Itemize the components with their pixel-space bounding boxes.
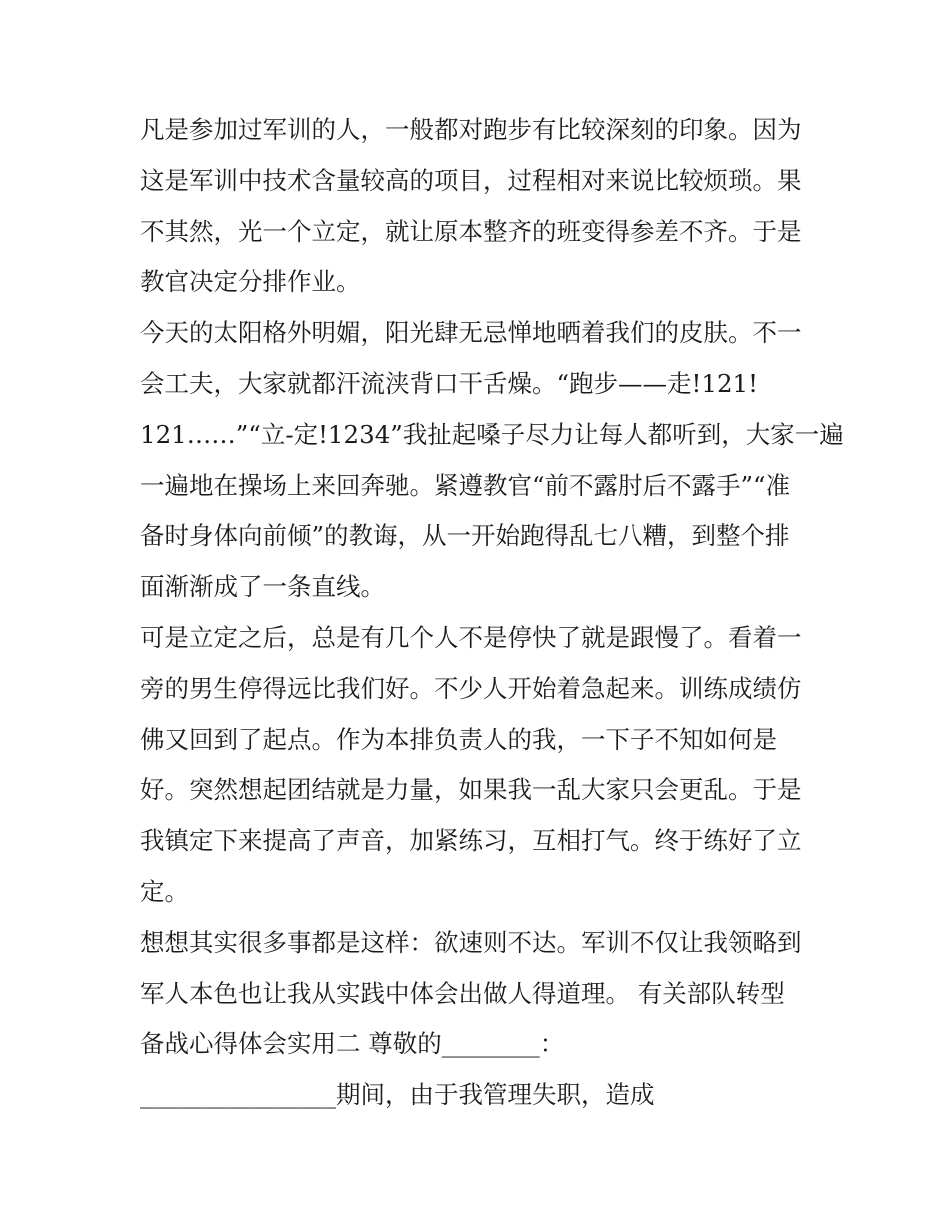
text-line: 备战心得体会实用二 尊敬的________： [140, 1029, 565, 1059]
text-line: 一遍地在操场上来回奔驰。紧遵教官“前不露肘后不露手”“准 [140, 470, 791, 500]
text-line: 军人本色也让我从实践中体会出做人得道理。 有关部队转型 [140, 978, 785, 1008]
text-line: 佛又回到了起点。作为本排负责人的我，一下子不知如何是 [140, 724, 777, 754]
text-line: 定。 [140, 876, 189, 906]
paragraph-1 [140, 105, 815, 308]
text-line: 凡是参加过军训的人，一般都对跑步有比较深刻的印象。因为 [140, 115, 802, 144]
text-line: 教官决定分排作业。 [140, 267, 361, 297]
text-line: 今天的太阳格外明媚，阳光肆无忌惮地晒着我们的皮肤。不一 [140, 318, 802, 348]
text-line: 会工夫，大家就都汗流浃背口干舌燥。“跑步——走!121! [140, 368, 758, 398]
text-line: 这是军训中技术含量较高的项目，过程相对来说比较烦琐。果 [140, 165, 802, 195]
paragraph-2 [140, 308, 844, 613]
text-line: 可是立定之后，总是有几个人不是停快了就是跟慢了。看着一 [140, 622, 802, 652]
text-line: 旁的男生停得远比我们好。不少人开始着急起来。训练成绩仿 [140, 673, 802, 703]
text-line: 不其然，光一个立定，就让原本整齐的班变得参差不齐。于是 [140, 216, 802, 246]
text-line: 121……”“立-定!1234”我扯起嗓子尽力让每人都听到，大家一遍 [140, 419, 844, 449]
paragraph-4 [140, 918, 815, 1121]
text-line: 面渐渐成了一条直线。 [140, 572, 385, 602]
document-body [140, 105, 844, 1121]
text-line: 想想其实很多事都是这样：欲速则不达。军训不仅让我领略到 [140, 927, 802, 957]
paragraph-3 [140, 613, 815, 918]
text-line: 好。突然想起团结就是力量，如果我一乱大家只会更乱。于是 [140, 775, 802, 805]
text-line: 备时身体向前倾”的教诲，从一开始跑得乱七八糟，到整个排 [140, 521, 790, 551]
text-line: 我镇定下来提高了声音，加紧练习，互相打气。终于练好了立 [140, 826, 802, 856]
text-line: ________________期间，由于我管理失职，造成 [140, 1080, 655, 1110]
